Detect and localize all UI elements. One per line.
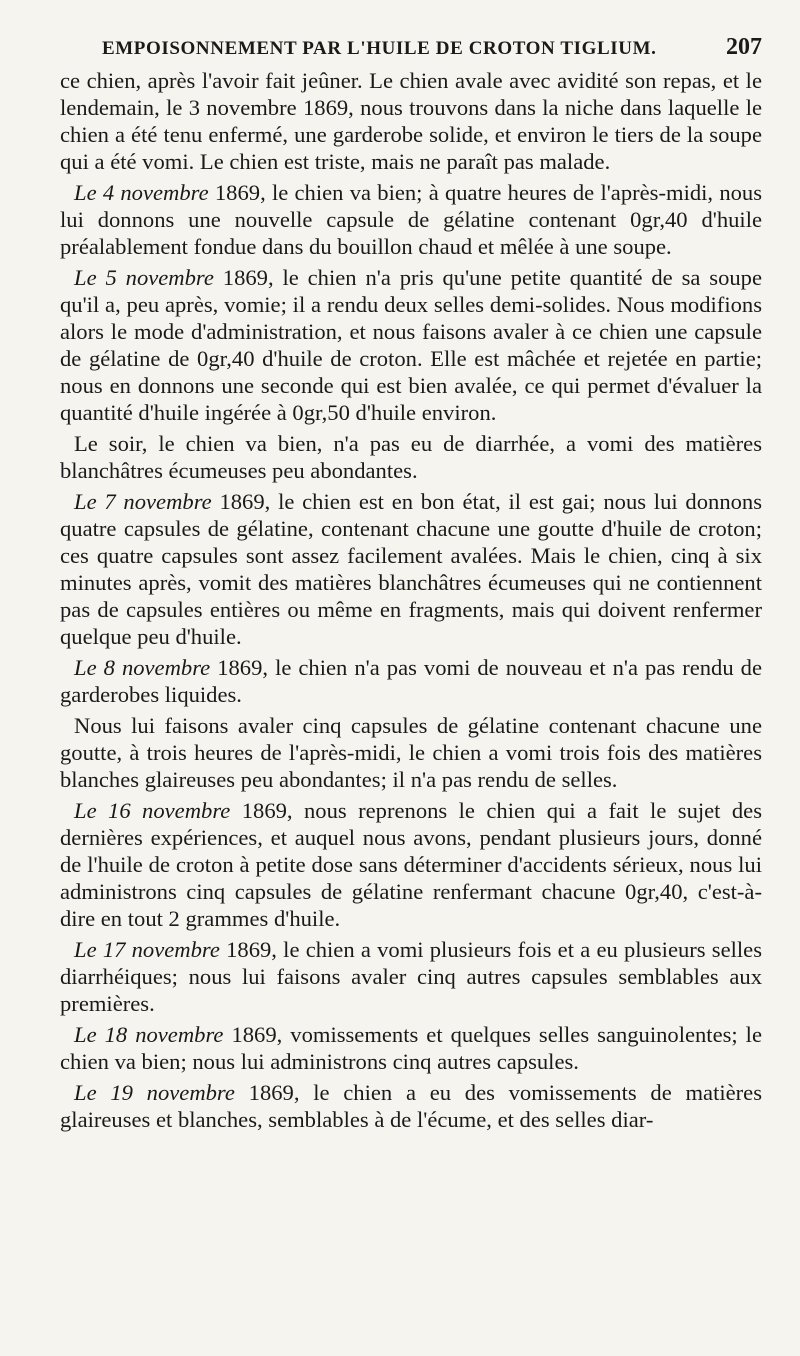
running-title: EMPOISONNEMENT PAR L'HUILE DE CROTON TIGLIUM. bbox=[102, 38, 657, 59]
paragraph-text: 1869, nous reprenons le chien qui a fait le sujet des dernières expériences, et auquel nous avons, pendant plusieurs jours, donné de l'huile de croton à petite dose sans déterminer d'accidents sérieux, nous lui administrons cinq capsules de gélatine renfermant chacune 0gr,40, c'est-à-dire en tout 2 grammes d'huile. bbox=[60, 798, 763, 931]
paragraph-text: 1869, le chien n'a pris qu'une petite quantité de sa soupe qu'il a, peu après, vomie; il a rendu deux selles demi-solides. Nous modifions alors le mode d'administration, et nous faisons avaler à ce chien une capsule de gélatine de 0gr,40 d'huile de croton. Elle est mâchée et rejetée en partie; nous en donnons une seconde qui est bien avalée, ce qui permet d'évaluer la quantité d'huile ingérée à 0gr,50 d'huile environ. bbox=[60, 265, 762, 425]
entry-date: Le 18 novembre bbox=[74, 1022, 224, 1047]
paragraph bbox=[60, 797, 762, 932]
paragraph-text: Le soir, le chien va bien, n'a pas eu de diarrhée, a vomi des matières blanchâtres écumeuses peu abondantes. bbox=[60, 431, 762, 483]
paragraph bbox=[60, 1079, 762, 1133]
paragraph bbox=[60, 936, 762, 1017]
paragraph-text: 1869, le chien a eu des vomissements de matières glaireuses et blanches, semblables à de l'écume, et des selles diar- bbox=[60, 1080, 762, 1132]
paragraph bbox=[60, 488, 762, 650]
paragraph bbox=[60, 654, 762, 708]
paragraph-text: Nous lui faisons avaler cinq capsules de gélatine contenant chacune une goutte, à trois heures de l'après-midi, le chien a vomi trois fois des matières blanches glaireuses peu abondantes; il n'a pas rendu de selles. bbox=[60, 713, 762, 792]
entry-date: Le 4 novembre bbox=[74, 180, 209, 205]
paragraph bbox=[60, 430, 762, 484]
entry-date: Le 17 novembre bbox=[74, 937, 220, 962]
paragraph-text: 1869, le chien est en bon état, il est gai; nous lui donnons quatre capsules de gélatine, contenant chacune une goutte d'huile de croton; ces quatre capsules sont assez facilement avalées. Mais le chien, cinq à six minutes après, vomit des matières blanchâtres écumeuses qui ne contiennent pas de capsules entières ou même en fragments, mais qui doivent renfermer quelque peu d'huile. bbox=[60, 489, 762, 649]
paragraph bbox=[60, 179, 762, 260]
paragraph-text: ce chien, après l'avoir fait jeûner. Le chien avale avec avidité son repas, et le lendemain, le 3 novembre 1869, nous trouvons dans la niche dans laquelle le chien a été tenu enfermé, une garderobe solide, et environ le tiers de la soupe qui a été vomi. Le chien est triste, mais ne paraît pas malade. bbox=[60, 68, 762, 174]
entry-date: Le 7 novembre bbox=[74, 489, 212, 514]
page-number: 207 bbox=[726, 34, 762, 60]
paragraph bbox=[60, 712, 762, 793]
paragraph bbox=[60, 264, 762, 426]
entry-date: Le 16 novembre bbox=[74, 798, 231, 823]
entry-date: Le 5 novembre bbox=[74, 265, 214, 290]
paragraph-text: 1869, le chien a vomi plusieurs fois et a eu plusieurs selles diarrhéiques; nous lui faisons avaler cinq autres capsules semblables aux premières. bbox=[60, 937, 763, 1016]
paragraph bbox=[60, 1021, 762, 1075]
entry-date: Le 8 novembre bbox=[74, 655, 211, 680]
entry-date: Le 19 novembre bbox=[74, 1080, 235, 1105]
paragraph-text: 1869, le chien n'a pas vomi de nouveau et n'a pas rendu de garderobes liquides. bbox=[60, 655, 762, 707]
page-header bbox=[60, 34, 762, 61]
paragraph-text: 1869, le chien va bien; à quatre heures de l'après-midi, nous lui donnons une nouvelle capsule de gélatine contenant 0gr,40 d'huile préalablement fondue dans du bouillon chaud et mêlée à une soupe. bbox=[60, 180, 762, 259]
paragraph bbox=[60, 67, 762, 175]
paragraph-text: 1869, vomissements et quelques selles sanguinolentes; le chien va bien; nous lui administrons cinq autres capsules. bbox=[60, 1022, 762, 1074]
body-text bbox=[60, 67, 762, 1133]
